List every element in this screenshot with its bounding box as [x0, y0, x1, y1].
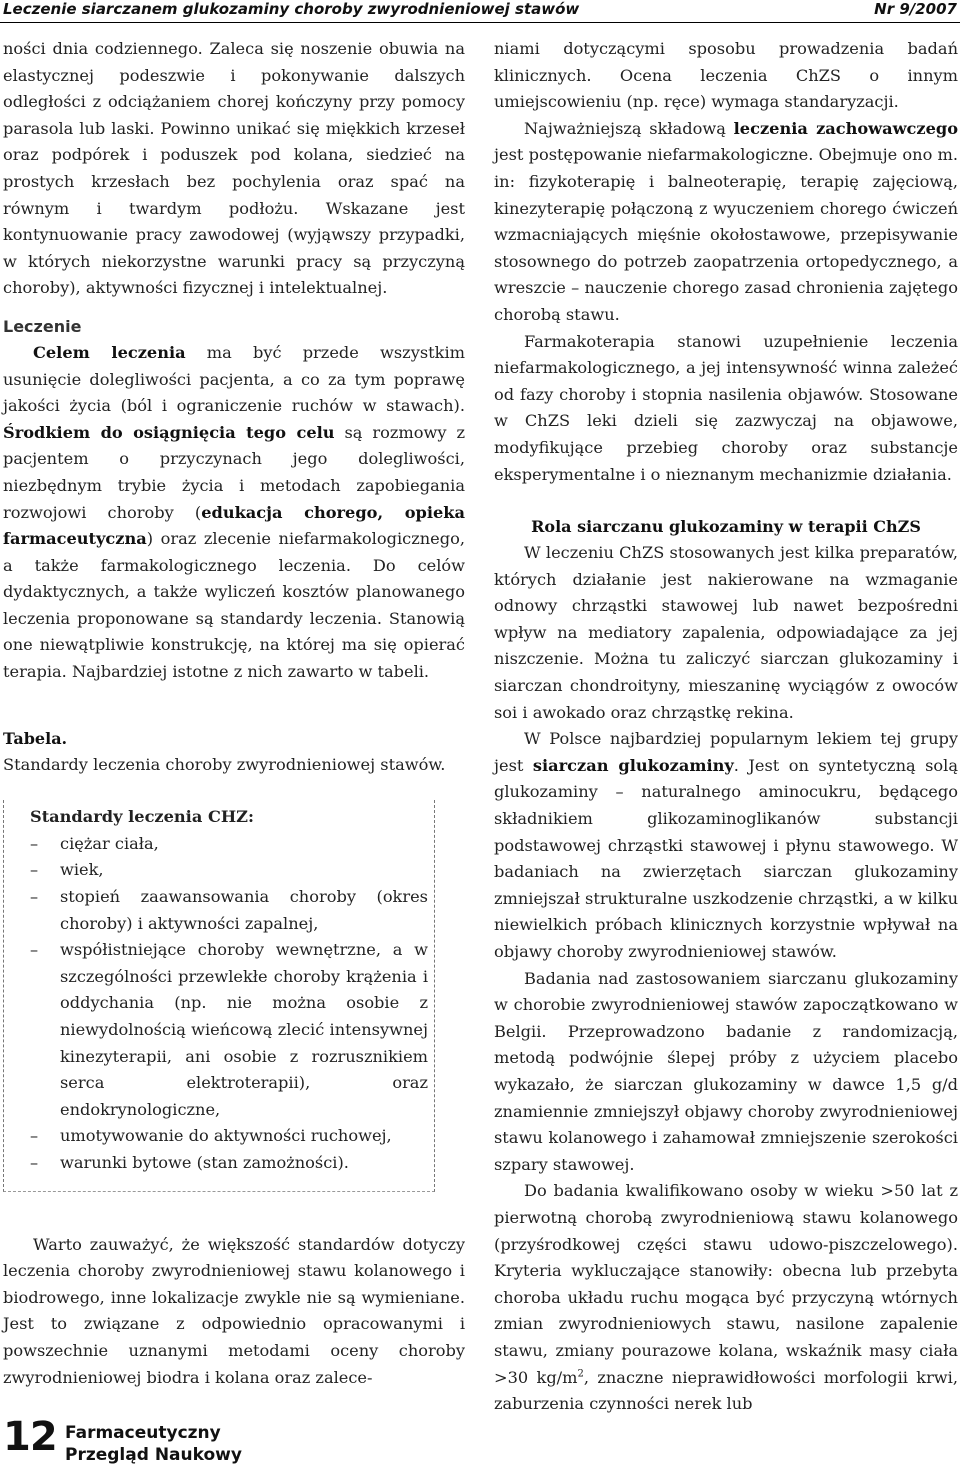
list-item-text: stopień zaawansowania choroby (okres choroby) i aktywności zapalnej, [60, 887, 428, 933]
list-item-text: współistniejące choroby wewnętrzne, a w szczególności przewlekłe choroby krążenia i oddychania (np. nie można osobie z niewydolnością wieńcową zlecić intensywnej kinezyterapii, ani osobie z rozrusznikiem serca elektroterapii), oraz endokrynologiczne, [60, 940, 428, 1119]
table-label: Tabela. [3, 728, 68, 748]
paragraph: Badania nad zastosowaniem siarczanu glukozaminy w chorobie zwyrodnieniowej stawów zapoczątkowano w Belgii. Przeprowadzono badanie z randomizacją, metodą podwójnie ślepej próby z użyciem placebo wykazało, że siarczan glukozaminy w dawce 1,5 g/d znamiennie zmniejszył objawy choroby zwyrodnieniowej stawu kolanowego i zahamował zmniejszenie szerokości szpary stawowej. [494, 968, 958, 1174]
box-title: Standardy leczenia CHZ: [30, 807, 254, 827]
list-item-text: wiek, [60, 860, 104, 880]
paragraph [494, 116, 958, 329]
paragraph [3, 340, 465, 686]
magazine-name-line1: Farmaceutyczny [65, 1423, 221, 1443]
list-item: – wiek, [30, 860, 104, 880]
list-item-text: warunki bytowe (stan zamożności). [60, 1152, 349, 1172]
header-issue: Nr 9/2007 [874, 0, 957, 18]
emphasis: siarczan glukozaminy [532, 755, 734, 775]
emphasis: Środkiem do osiągnięcia tego celu [3, 422, 335, 442]
text: jest postępowanie niefarmakologiczne. Obejmuje ono m. in: fizykoterapię i balneoterapię, terapię zajęciową, kinezyterapię połączoną z wyuczeniem chorego ćwiczeń wzmacniających mięśnie okołostawowe, przepisywanie stosownego do potrzeb zaopatrzenia ortopedycznego, a wreszcie – nauczenie chorego zasad chronienia zajętego chorobą stawu. [494, 145, 958, 324]
paragraph [494, 726, 958, 965]
text: ma być przede wszystkim usunięcie dolegliwości pacjenta, a co za tym poprawę jakości życia (ból i ograniczenie ruchów w stawach). [3, 342, 465, 416]
paragraph: ności dnia codziennego. Zaleca się noszenie obuwia na elastycznej podeszwie i pokonywanie dalszych odległości z odciążaniem chorej kończyny przy pomocy parasola lub laski. Powinno unikać się miękkich krzeseł oraz podpórek i poduszek pod kolana, siedzieć na prostych krzesłach bez pochylenia oraz spać na równym i twardym podłożu. Wskazane jest kontynuowanie pracy zawodowej (wyjąwszy przypadki, w których niekorzystne warunki pracy są przyczyną choroby), aktywności fizycznej i intelektualnej. [3, 39, 465, 298]
text: Najważniejszą składową [524, 118, 734, 138]
text: ) oraz zlecenie niefarmakologicznego, a także farmakologicznego leczenia. Do celów dydaktycznych, a także wyliczeń kosztów planowanego leczenia proponowane są standardy leczenia. Stanowią one niewątpliwie konstrukcję, na której ma się opierać terapia. Najbardziej istotne z nich zawarto w tabeli. [3, 529, 465, 682]
header-title: Leczenie siarczanem glukozaminy choroby zwyrodnieniowej stawów [3, 0, 580, 18]
section-heading-rola: Rola siarczanu glukozaminy w terapii ChZS [531, 517, 921, 537]
list-item: – współistniejące choroby wewnętrzne, a w szczególności przewlekłe choroby krążenia i oddychania (np. nie można osobie z niewydolnością wieńcową zlecić intensywnej kinezyterapii, ani osobie z rozrusznikiem serca elektroterapii), oraz endokrynologiczne, [30, 940, 428, 1119]
magazine-name [65, 1422, 242, 1466]
text: , znaczne nieprawidłowości morfologii krwi, zaburzenia czynności nerek lub [494, 1367, 958, 1414]
list-item-text: ciężar ciała, [60, 833, 159, 853]
right-column [494, 36, 958, 1418]
emphasis: edukacja chorego, opieka farmaceutyczna [3, 502, 465, 549]
text: W Polsce najbardziej popularnym lekiem tej grupy jest [494, 729, 958, 775]
paragraph: W leczeniu ChZS stosowanych jest kilka preparatów, których działanie jest nakierowane na wzmaganie odnowy chrząstki stawowej lub nawet bezpośredni wpływ na mediatory zapalenia, odpowiadające za jej niszczenie. Można tu zaliczyć siarczan glukozaminy i siarczan chondroityny, mieszaninę wyciągów z owoców soi i awokado oraz chrząstkę rekina. [494, 543, 958, 722]
list-item-text: umotywowanie do aktywności ruchowej, [60, 1126, 392, 1146]
superscript: 2 [577, 1368, 584, 1380]
text: są rozmowy z pacjentem o przyczynach jego dolegliwości, niezbędnym trybie życia i metodach zapobiegania rozwojowi choroby ( [3, 422, 465, 522]
emphasis: Celem leczenia [33, 342, 186, 362]
running-header [0, 0, 960, 23]
paragraph: Farmakoterapia stanowi uzupełnienie leczenia niefarmakologicznego, a jej intensywność winna zależeć od fazy choroby i stopnia nasilenia objawów. Stosowane w ChZS leki dzieli się zazwyczaj na objawowe, modyfikujące przebieg choroby oraz substancje eksperymentalne i o nieznanym mechanizmie działania. [494, 331, 958, 484]
left-column [3, 36, 465, 1391]
list-item: – umotywowanie do aktywności ruchowej, [30, 1126, 392, 1146]
list-item: – stopień zaawansowania choroby (okres choroby) i aktywności zapalnej, [30, 887, 428, 933]
standards-list [30, 831, 428, 1177]
paragraph: Warto zauważyć, że większość standardów dotyczy leczenia choroby zwyrodnieniowej stawu kolanowego i biodrowego, inne lokalizacje zwykle nie są wymieniane. Jest to związane z odpowiednio opracowanymi i powszechnie uznanymi metodami oceny choroby zwyrodnieniowej biodra i kolana oraz zalece- [3, 1234, 465, 1387]
page-footer [3, 1414, 403, 1470]
paragraph [494, 1178, 958, 1417]
text: . Jest on syntetyczną solą glukozaminy – naturalnego aminocukru, będącego składnikiem glikozaminoglikanów substancji podstawowej chrząstki stawowej i płynu stawowego. W badaniach na zwierzętach siarczan glukozaminy zmniejszał strukturalne uszkodzenie chrząstki, a w kilku niewielkich próbach klinicznych korzystnie wpływał na objawy choroby zwyrodnieniowej stawów. [494, 755, 958, 961]
list-item: – ciężar ciała, [30, 833, 159, 853]
magazine-name-line2: Przegląd Naukowy [65, 1445, 242, 1465]
text: Do badania kwalifikowano osoby w wieku >50 lat z pierwotną chorobą zwyrodnieniową stawu kolanowego (przyśrodkowej części stawu udowo-piszczelowego). Kryteria wykluczające stanowiły: obecna lub przebyta choroba układu ruchu mogąca być przyczyną wtórnych zmian zwyrodnieniowych stawu, nasilone zapalenie stawu, zmiany pourazowe kolana, wskaźnik masy ciała >30 kg/m [494, 1181, 958, 1387]
section-heading-leczenie: Leczenie [3, 316, 82, 336]
emphasis: leczenia zachowawczego [733, 118, 959, 138]
list-item: – warunki bytowe (stan zamożności). [30, 1152, 349, 1172]
page-number: 12 [3, 1414, 57, 1460]
table-caption: Standardy leczenia choroby zwyrodnieniowej stawów. [3, 754, 446, 774]
paragraph: niami dotyczącymi sposobu prowadzenia badań klinicznych. Ocena leczenia ChZS o innym umiejscowieniu (np. ręce) wymaga standaryzacji. [494, 39, 958, 112]
standards-box [3, 800, 435, 1191]
